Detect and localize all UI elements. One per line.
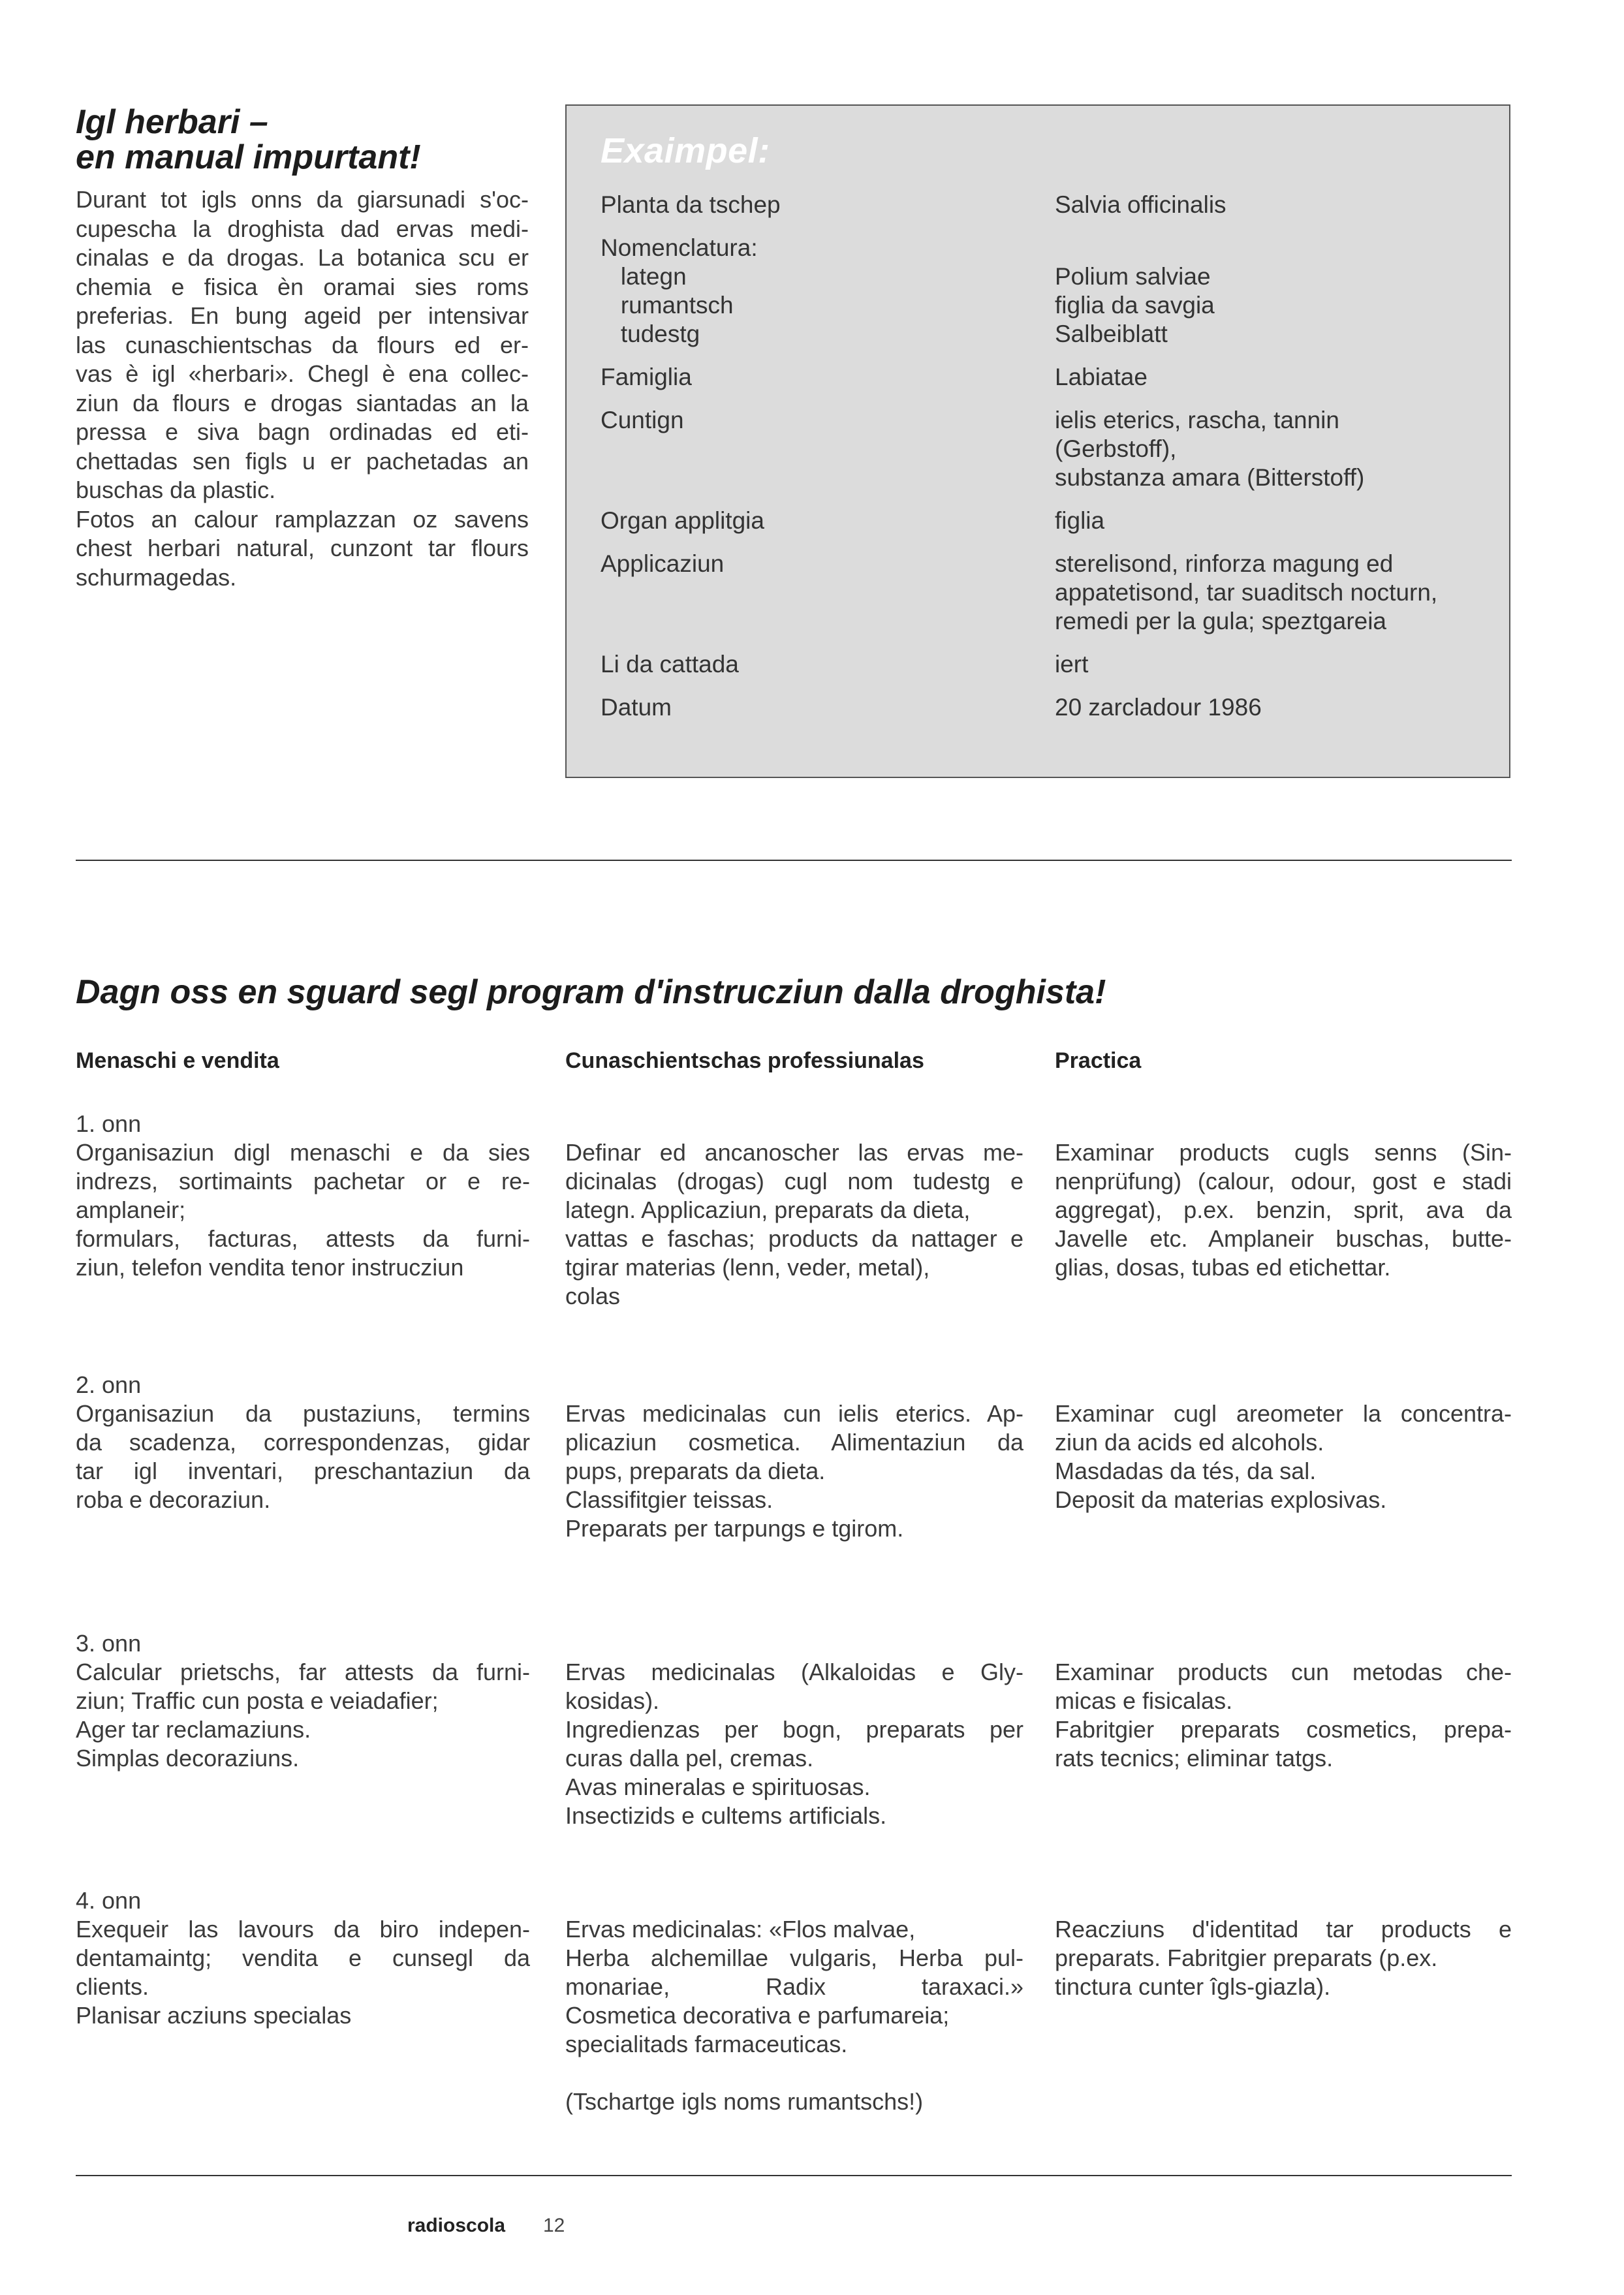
column-header-menaschi: Menaschi e vendita bbox=[76, 1048, 279, 1073]
program-line: Herba alchemillae vulgaris, Herba pul- bbox=[565, 1944, 1023, 1971]
program-line: Simplas decoraziuns. bbox=[76, 1745, 300, 1772]
year-2-col3 bbox=[1055, 1399, 1512, 1514]
example-label: tudestg bbox=[601, 320, 700, 347]
program-line: Exequeir las lavours da biro indepen- bbox=[76, 1916, 530, 1943]
example-value: figlia bbox=[1055, 507, 1105, 534]
program-line: Organisaziun digl menaschi e da sies bbox=[76, 1139, 530, 1166]
program-title: Dagn oss en sguard segl program d'instrucziun dalla droghista! bbox=[76, 973, 1106, 1011]
example-label: rumantsch bbox=[601, 292, 734, 319]
example-value: Salbeiblatt bbox=[1055, 320, 1168, 347]
program-line: glias, dosas, tubas ed etichettar. bbox=[1055, 1254, 1391, 1281]
example-value: ielis eterics, rascha, tannin bbox=[1055, 407, 1339, 433]
program-line: Masdadas da tés, da sal. bbox=[1055, 1458, 1317, 1484]
program-line: Deposit da materias explosivas. bbox=[1055, 1486, 1387, 1513]
program-line: tar igl inventari, preschantaziun da bbox=[76, 1458, 530, 1484]
program-line: Organisaziun da pustaziuns, termins bbox=[76, 1400, 530, 1427]
divider-top bbox=[76, 860, 1512, 861]
year-2-col2 bbox=[565, 1399, 1023, 1543]
program-line: specialitads farmaceuticas. bbox=[565, 2031, 848, 2057]
program-line: monariae, Radix taraxaci.» bbox=[565, 1973, 1023, 2000]
program-line: (Tschartge igls noms rumantschs!) bbox=[565, 2088, 924, 2115]
year-label: 3. onn bbox=[76, 1630, 142, 1657]
program-line: Ervas medicinalas cun ielis eterics. Ap- bbox=[565, 1400, 1023, 1427]
program-line: da scadenza, correspondenzas, gidar bbox=[76, 1429, 530, 1456]
program-line: tgirar materias (lenn, veder, metal), bbox=[565, 1254, 930, 1281]
example-label: Li da cattada bbox=[601, 651, 739, 678]
herbari-line: las cunaschientschas da flours ed er- bbox=[76, 331, 529, 358]
program-line: amplaneir; bbox=[76, 1196, 186, 1223]
herbari-line: preferias. En bung ageid per intensivar bbox=[76, 302, 529, 329]
example-title: Exaimpel: bbox=[601, 131, 770, 170]
program-line: Avas mineralas e spirituosas. bbox=[565, 1773, 871, 1800]
example-label: Famiglia bbox=[601, 364, 692, 390]
year-1-col2 bbox=[565, 1138, 1023, 1311]
example-value: 20 zarcladour 1986 bbox=[1055, 694, 1262, 721]
herbari-line: Fotos an calour ramplazzan oz savens bbox=[76, 505, 529, 533]
program-line: Ager tar reclamaziuns. bbox=[76, 1716, 311, 1743]
program-line: rats tecnics; eliminar tatgs. bbox=[1055, 1745, 1334, 1772]
program-line bbox=[565, 2059, 1023, 2087]
program-line: colas bbox=[565, 1283, 621, 1309]
example-value: remedi per la gula; speztgareia bbox=[1055, 608, 1387, 634]
example-label: lategn bbox=[601, 263, 687, 290]
year-4-col2 bbox=[565, 1915, 1023, 2116]
herbari-line: cupescha la droghista dad ervas medi- bbox=[76, 215, 529, 242]
program-line: indrezs, sortimaints pachetar or e re- bbox=[76, 1168, 530, 1194]
program-line: Fabritgier preparats cosmetics, prepa- bbox=[1055, 1716, 1512, 1743]
example-value: substanza amara (Bitterstoff) bbox=[1055, 464, 1365, 491]
example-label: Nomenclatura: bbox=[601, 234, 758, 261]
herbari-line: vas è igl «herbari». Chegl è ena collec- bbox=[76, 360, 529, 387]
program-line: Classifitgier teissas. bbox=[565, 1486, 773, 1513]
herbari-title-line-2: en manual impurtant! bbox=[76, 138, 421, 176]
year-label: 2. onn bbox=[76, 1371, 142, 1398]
herbari-line: pressa e siva bagn ordinadas ed eti- bbox=[76, 418, 529, 445]
divider-bottom bbox=[76, 2175, 1512, 2176]
program-line: preparats. Fabritgier preparats (p.ex. bbox=[1055, 1944, 1438, 1971]
program-line: clients. bbox=[76, 1973, 149, 2000]
example-label: Cuntign bbox=[601, 407, 684, 433]
year-3-col1 bbox=[76, 1658, 530, 1773]
program-line: plicaziun cosmetica. Alimentaziun da bbox=[565, 1429, 1023, 1456]
year-1-col3 bbox=[1055, 1138, 1512, 1282]
year-3-col3 bbox=[1055, 1658, 1512, 1773]
program-line: Definar ed ancanoscher las ervas me- bbox=[565, 1139, 1023, 1166]
example-value: iert bbox=[1055, 651, 1089, 678]
herbari-line: buschas da plastic. bbox=[76, 476, 276, 503]
column-header-practica: Practica bbox=[1055, 1048, 1142, 1073]
program-line: Calcular prietschs, far attests da furni- bbox=[76, 1659, 530, 1685]
year-4-col1 bbox=[76, 1915, 530, 2030]
example-label: Datum bbox=[601, 694, 672, 721]
program-line: Reacziuns d'identitad tar products e bbox=[1055, 1916, 1512, 1943]
column-header-cunaschientschas: Cunaschientschas professiunalas bbox=[565, 1048, 924, 1073]
program-line: Planisar acziuns specialas bbox=[76, 2002, 352, 2029]
herbari-title bbox=[76, 104, 421, 175]
program-line: Ervas medicinalas (Alkaloidas e Gly- bbox=[565, 1659, 1023, 1685]
example-value: appatetisond, tar suaditsch nocturn, bbox=[1055, 579, 1438, 606]
year-label: 1. onn bbox=[76, 1110, 142, 1137]
example-value: Salvia officinalis bbox=[1055, 191, 1226, 218]
year-1-col1 bbox=[76, 1138, 530, 1282]
program-line: tinctura cunter îgls-giazla). bbox=[1055, 1973, 1331, 2000]
example-value: (Gerbstoff), bbox=[1055, 435, 1177, 462]
herbari-title-line-1: Igl herbari – bbox=[76, 103, 268, 141]
program-line: Insectizids e cultems artificials. bbox=[565, 1802, 887, 1829]
program-line: formulars, facturas, attests da furni- bbox=[76, 1225, 530, 1252]
program-line: nenprüfung) (calour, odour, gost e stadi bbox=[1055, 1168, 1512, 1194]
program-line: Preparats per tarpungs e tgirom. bbox=[565, 1515, 904, 1542]
program-line: vattas e faschas; products da nattager e bbox=[565, 1225, 1023, 1252]
year-3-col2 bbox=[565, 1658, 1023, 1830]
footer-brand: radioscola bbox=[407, 2215, 506, 2236]
example-value: figlia da savgia bbox=[1055, 292, 1215, 319]
herbari-line: cinalas e da drogas. La botanica scu er bbox=[76, 244, 529, 271]
herbari-line: chest herbari natural, cunzont tar flours bbox=[76, 535, 529, 561]
example-value: Labiatae bbox=[1055, 364, 1148, 390]
herbari-line: Durant tot igls onns da giarsunadi s'oc- bbox=[76, 186, 529, 213]
example-value: sterelisond, rinforza magung ed bbox=[1055, 550, 1394, 577]
herbari-paragraph bbox=[76, 185, 529, 592]
program-line: Examinar cugl areometer la concentra- bbox=[1055, 1400, 1512, 1427]
program-line: Examinar products cun metodas che- bbox=[1055, 1659, 1512, 1685]
program-line: lategn. Applicaziun, preparats da dieta, bbox=[565, 1196, 971, 1223]
example-label: Organ applitgia bbox=[601, 507, 764, 534]
program-line: ziun da acids ed alcohols. bbox=[1055, 1429, 1324, 1456]
program-line: aggregat), p.ex. benzin, sprit, ava da bbox=[1055, 1196, 1512, 1223]
program-line: curas dalla pel, cremas. bbox=[565, 1745, 814, 1772]
program-line: Cosmetica decorativa e parfumareia; bbox=[565, 2002, 950, 2029]
program-line: kosidas). bbox=[565, 1687, 660, 1714]
program-line: Ervas medicinalas: «Flos malvae, bbox=[565, 1916, 916, 1943]
example-value: Polium salviae bbox=[1055, 263, 1211, 290]
example-label: Planta da tschep bbox=[601, 191, 781, 218]
program-line: dentamaintg; vendita e cunsegl da bbox=[76, 1944, 530, 1971]
program-line: pups, preparats da dieta. bbox=[565, 1458, 826, 1484]
herbari-line: chettadas sen figls u er pachetadas an bbox=[76, 447, 529, 475]
program-line: ziun; Traffic cun posta e veiadafier; bbox=[76, 1687, 439, 1714]
example-label: Applicaziun bbox=[601, 550, 725, 577]
program-line: Examinar products cugls senns (Sin- bbox=[1055, 1139, 1512, 1166]
herbari-line: schurmagedas. bbox=[76, 563, 237, 591]
year-2-col1 bbox=[76, 1399, 530, 1514]
program-line: dicinalas (drogas) cugl nom tudestg e bbox=[565, 1168, 1023, 1194]
herbari-line: ziun da flours e drogas siantadas an la bbox=[76, 389, 529, 416]
herbari-line: chemia e fisica èn oramai sies roms bbox=[76, 273, 529, 300]
year-label: 4. onn bbox=[76, 1887, 142, 1914]
program-line: micas e fisicalas. bbox=[1055, 1687, 1233, 1714]
page-number: 12 bbox=[543, 2215, 565, 2236]
program-line: Javelle etc. Amplaneir buschas, butte- bbox=[1055, 1225, 1512, 1252]
program-line: Ingredienzas per bogn, preparats per bbox=[565, 1716, 1023, 1743]
year-4-col3 bbox=[1055, 1915, 1512, 2001]
program-line: roba e decoraziun. bbox=[76, 1486, 271, 1513]
program-line: ziun, telefon vendita tenor instrucziun bbox=[76, 1254, 464, 1281]
